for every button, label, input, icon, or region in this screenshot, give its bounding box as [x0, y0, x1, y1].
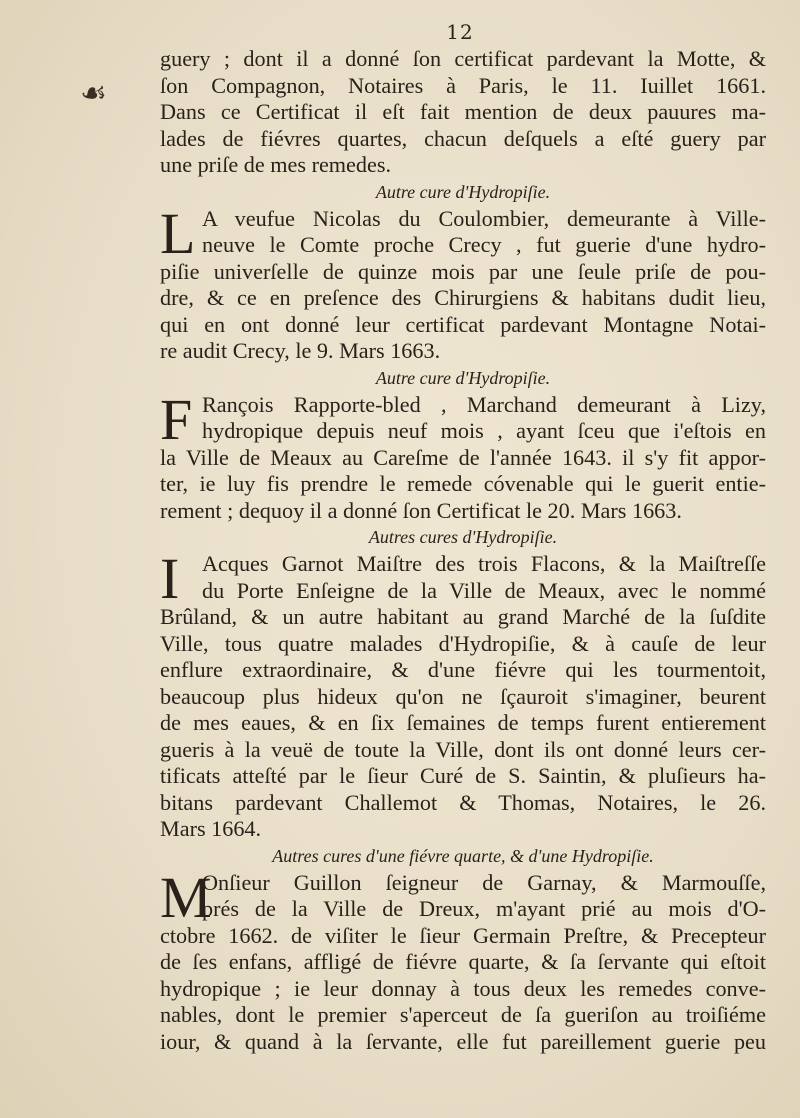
- text-line: du Porte Enſeigne de la Ville de Meaux, avec le nommé: [202, 577, 766, 603]
- text-line: une priſe de mes remedes.: [160, 152, 392, 177]
- drop-cap: M: [160, 864, 212, 930]
- text-line: iour, & quand à la ſervante, elle fut pareillement guerie peu: [160, 1028, 766, 1054]
- text-line: gueris à la veuë de toute la Ville, dont ils ont donné leurs cer-: [160, 736, 766, 762]
- drop-cap: I: [160, 546, 180, 611]
- text-line: rement ; dequoy il a donné ſon Certificat le 20. Mars 1663.: [160, 497, 682, 523]
- text-line: neuve le Comte proche Crecy , fut guerie d'une hydro-: [202, 232, 766, 257]
- text-line: tificats atteſté par le ſieur Curé de S. Saintin, & pluſieurs ha-: [160, 763, 766, 788]
- text-line: A veufue Nicolas du Coulombier, demeurante à Ville-: [202, 205, 766, 231]
- text-line: bitans pardevant Challemot & Thomas, Notaires, le 26.: [160, 789, 766, 815]
- marginal-ornament: ☙: [80, 76, 107, 111]
- text-line: Mars 1664.: [160, 816, 262, 841]
- text-line: ſon Compagnon, Notaires à Paris, le 11. Iuillet 1661.: [160, 72, 766, 98]
- text-line: lades de fiévres quartes, chacun deſquels a eſté guery par: [160, 125, 766, 151]
- text-line: guery ; dont il a donné ſon certificat pardevant la Motte, &: [160, 46, 766, 71]
- section-heading: Autre cure d'Hydropiſie.: [375, 367, 551, 388]
- text-line: la Ville de Meaux au Careſme de l'année 1643. il s'y fit appor-: [160, 444, 766, 470]
- paragraph: [160, 386, 766, 525]
- text-line: beaucoup plus hideux qu'on ne ſçauroit s'imaginer, beurent: [160, 683, 766, 709]
- paragraph: [160, 200, 766, 365]
- text-line: re audit Crecy, le 9. Mars 1663.: [160, 338, 441, 363]
- paragraph: [160, 546, 766, 843]
- text-line: Dans ce Certificat il eſt fait mention de deux pauures ma-: [160, 99, 766, 124]
- page-number: 12: [446, 20, 474, 44]
- text-line: Ville, tous quatre malades d'Hydropiſie, & à cauſe de leur: [160, 630, 766, 656]
- text-line: de mes eaues, & en ſix ſemaines de temps furent entierement: [160, 710, 766, 735]
- text-line: prés de la Ville de Dreux, m'ayant prié au mois d'O-: [202, 896, 766, 921]
- text-line: piſie univerſelle de quinze mois par une ſeule priſe de pou-: [160, 258, 766, 284]
- text-line: Acques Garnot Maiſtre des trois Flacons, & la Maiſtreſſe: [202, 551, 766, 576]
- section-heading: Autres cures d'Hydropiſie.: [368, 527, 558, 547]
- text-line: dre, & ce en preſence des Chirurgiens & habitans dudit lieu,: [160, 285, 766, 310]
- text-line: Rançois Rapporte-bled , Marchand demeurant à Lizy,: [202, 391, 766, 417]
- drop-cap: L: [160, 200, 196, 266]
- paragraph: [160, 864, 766, 1056]
- text-line: qui en ont donné leur certificat pardevant Montagne Notai-: [160, 311, 766, 337]
- text-column: [160, 46, 766, 1055]
- text-line: ctobre 1662. de viſiter le ſieur Germain Preſtre, & Precepteur: [160, 922, 766, 948]
- text-line: hydropique depuis neuf mois , ayant ſceu que i'eſtois en: [202, 418, 766, 443]
- section-heading: Autres cures d'une fiévre quarte, & d'une Hydropiſie.: [272, 845, 654, 866]
- text-line: Onſieur Guillon ſeigneur de Garnay, & Marmouſſe,: [202, 869, 766, 895]
- section-heading: Autre cure d'Hydropiſie.: [375, 181, 551, 202]
- text-line: Brûland, & un autre habitant au grand Marché de la ſuſdite: [160, 604, 766, 629]
- text-line: ter, ie luy fis prendre le remede cóvenable qui le guerit entie-: [160, 471, 766, 496]
- text-line: nables, dont le premier s'aperceut de ſa gueriſon au troiſiéme: [160, 1002, 766, 1027]
- text-line: enflure extraordinaire, & d'une fiévre qui les tourmentoit,: [160, 657, 766, 682]
- drop-cap: F: [160, 386, 193, 452]
- text-line: de ſes enfans, affligé de fiévre quarte, & ſa ſervante qui eſtoit: [160, 949, 766, 974]
- text-line: hydropique ; ie leur donnay à tous deux les remedes conve-: [160, 975, 766, 1001]
